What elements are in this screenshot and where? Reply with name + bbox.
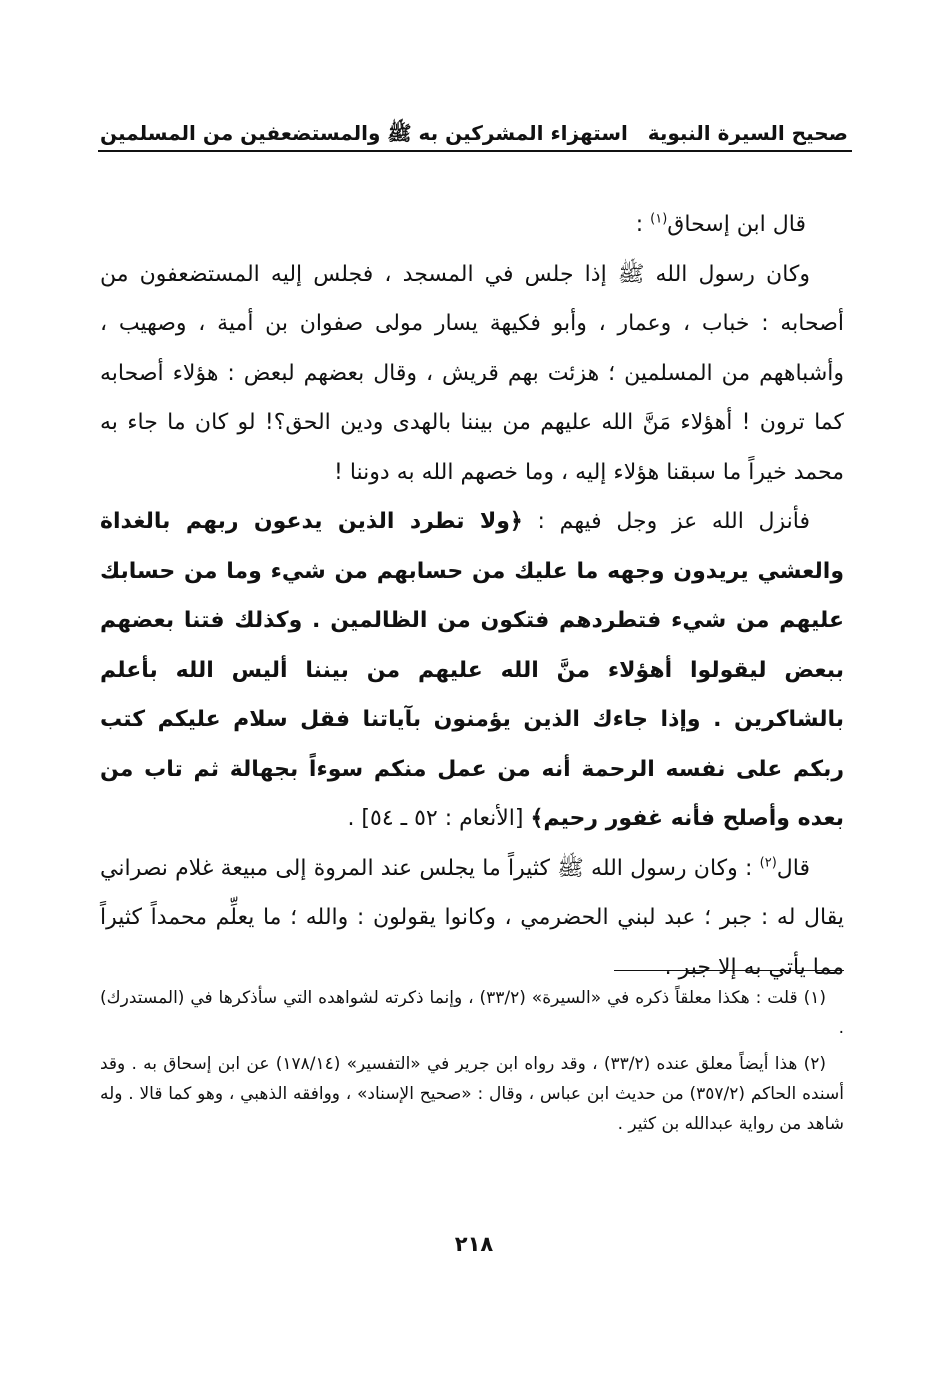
book-title: صحيح السيرة النبوية xyxy=(647,121,848,145)
paragraph-2 xyxy=(100,497,844,844)
paragraph-1: وكان رسول الله ﷺ إذا جلس في المسجد ، فجلس إليه المستضعفون من أصحابه : خباب ، وعمار ، وأبو فكيهة يسار مولى صفوان بن أمية ، وصهيب ، وأشباههم من المسلمين ؛ هزئت بهم قريش ، وقال بعضهم لبعض : هؤلاء أصحابه كما ترون ! أهؤلاء مَنَّ الله عليهم من بيننا بالهدى ودين الحق؟! لو كان ما جاء به محمد خيراً ما سبقنا هؤلاء إليه ، وما خصهم الله به دوننا ! xyxy=(100,261,844,485)
intro-text: قال ابن إسحاق xyxy=(667,212,806,237)
header-divider xyxy=(98,150,852,152)
main-text xyxy=(100,200,844,992)
intro-colon: : xyxy=(635,212,651,237)
paragraph-3-text: : وكان رسول الله ﷺ كثيراً ما يجلس عند المروة إلى مبيعة غلام نصراني يقال له : جبر ؛ عبد لبني الحضرمي ، وكانوا يقولون : والله ؛ ما يعلِّم محمداً كثيراً مما يأتي به إلا جبر . xyxy=(100,855,844,980)
footnote-2: (٢) هذا أيضاً معلق عنده (٣٣/٢) ، وقد رواه ابن جرير في «التفسير» (١٧٨/١٤) عن ابن إسحاق به . وقد أسنده الحاكم (٣٥٧/٢) من حديث ابن عباس ، وقال : «صحيح الإسناد» ، ووافقه الذهبي ، وهو كما قالا . وله شاهد من رواية عبدالله بن كثير . xyxy=(100,1054,844,1134)
footnote-marker-1: (١) xyxy=(650,211,668,227)
running-header xyxy=(100,112,848,148)
footnote-1: (١) قلت : هكذا معلقاً ذكره في «السيرة» (٣٣/٢) ، وإنما ذكرته لشواهده التي سأذكرها في (المستدرك) . xyxy=(100,988,844,1038)
footnotes xyxy=(100,983,844,1145)
paragraph-2-intro: فأنزل الله عز وجل فيهم : xyxy=(522,509,811,534)
intro-line xyxy=(100,200,844,250)
footnote-divider xyxy=(614,970,844,971)
quran-reference: [الأنعام : ٥٢ ـ ٥٤] . xyxy=(347,806,531,831)
footnote-marker-2: (٢) xyxy=(759,855,777,871)
quran-quote: ﴿ولا تطرد الذين يدعون ربهم بالغداة والعشي يريدون وجهه ما عليك من حسابهم من شيء وما من حسابك عليهم من شيء فتطردهم فتكون من الظالمين . وكذلك فتنا بعضهم ببعض ليقولوا أهؤلاء منَّ الله عليهم من بيننا أليس الله بأعلم بالشاكرين . وإذا جاءك الذين يؤمنون بآياتنا فقل سلام عليكم كتب ربكم على نفسه الرحمة أنه من عمل منكم سوءاً بجهالة ثم تاب من بعده وأصلح فأنه غفور رحيم﴾ xyxy=(100,509,844,831)
chapter-title: استهزاء المشركين به ﷺ والمستضعفين من المسلمين xyxy=(100,121,628,145)
paragraph-3-lead: قال xyxy=(776,855,810,881)
page-number: ٢١٨ xyxy=(454,1232,494,1256)
